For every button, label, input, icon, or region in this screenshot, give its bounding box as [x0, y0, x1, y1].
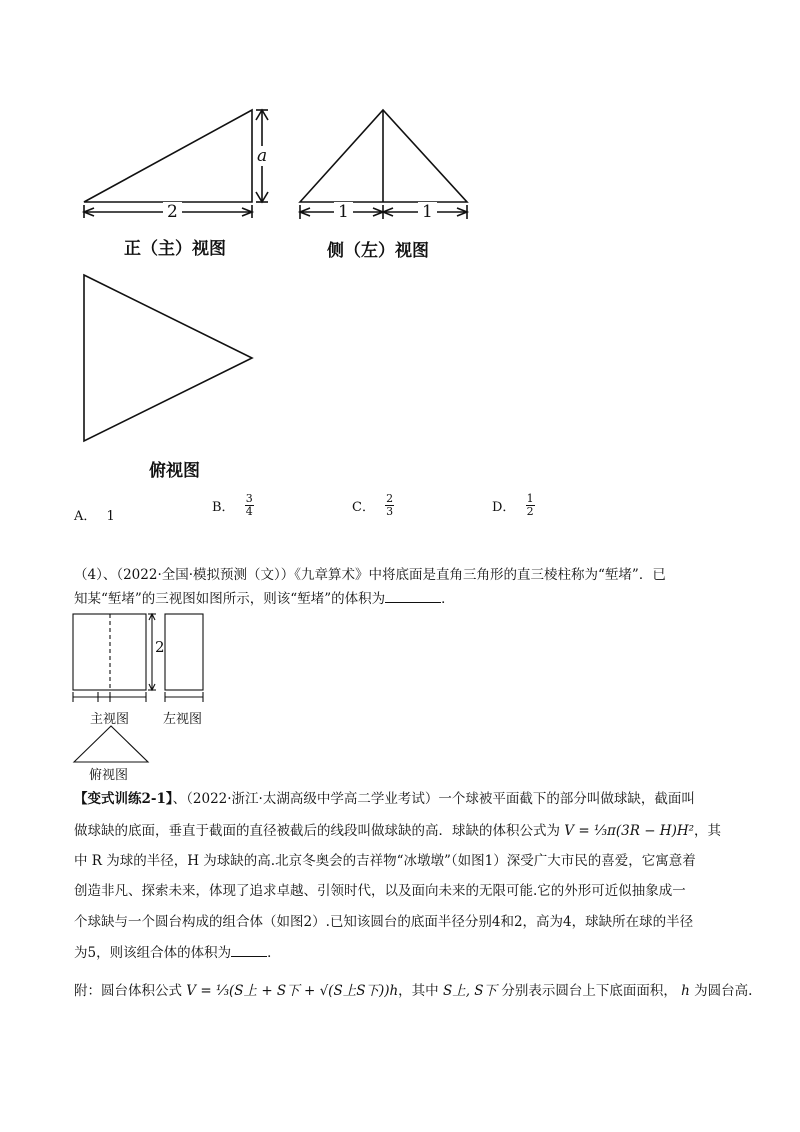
variant-line-5: 个球缺与一个圆台构成的组合体（如图2）.已知该圆台的底面半径分别4和2，高为4，球缺所在球的半径 [74, 914, 694, 930]
choice-a-value: 1 [106, 509, 115, 524]
dim-1-left-label: 1 [334, 202, 353, 222]
sphere-cap-volume-formula: V = ⅓π(3R − H)H² [564, 823, 695, 839]
dim-2-label: 2 [163, 202, 182, 222]
variant-line-4: 创造非凡、探索未来，体现了追求卓越、引领时代，以及面向未来的无限可能.它的外形可近似抽象成一 [74, 883, 686, 899]
variant-tag: 【变式训练2-1】 [74, 791, 173, 807]
top-view-caption: 俯视图 [149, 461, 200, 481]
frustum-volume-formula: V = ⅓(S上 + S下 + √(S上S下))h [186, 983, 399, 999]
choice-c-fraction: $\frac{2}{3}$ [386, 492, 394, 518]
variant-note: 附：圆台体积公式 V = ⅓(S上 + S下 + √(S上S下))h，其中 S上, S下 分别表示圆台上下底面面积， h 为圆台高. [74, 983, 753, 999]
side-view-caption: 侧（左）视图 [327, 241, 429, 261]
q4-front-view-caption: 主视图 [90, 712, 130, 727]
q4-line-2: 知某“堑堵”的三视图如图所示，则该“堑堵”的体积为 ． [74, 591, 455, 607]
variant-line-1: 【变式训练2-1】、（2022·浙江·太湖高级中学高二学业考试）一个球被平面截下的部分叫做球缺，截面叫 [74, 791, 695, 807]
choice-b-letter: B． [212, 500, 235, 515]
q4-line-1: （4）、（2022·全国·模拟预测（文））《九章算术》中将底面是直角三角形的直三棱柱称为“堑堵”．已 [74, 567, 666, 583]
front-view-caption: 正（主）视图 [124, 239, 226, 259]
variant-line-6: 为5，则该组合体的体积为 ． [74, 945, 281, 961]
choice-d-letter: D． [492, 500, 516, 515]
q4-dim-2-label: 2 [155, 638, 165, 656]
dim-1-right-label: 1 [418, 202, 437, 222]
choice-a-letter: A． [74, 509, 97, 524]
variant-line-2: 做球缺的底面，垂直于截面的直径被截后的线段叫做球缺的高．球缺的体积公式为 V = ⅓π(3R − H)H²，其 [74, 823, 722, 839]
choice-b-fraction: $\frac{3}{4}$ [245, 492, 253, 518]
q4-top-view-triangle [74, 726, 148, 762]
variant-answer-blank[interactable] [231, 945, 267, 957]
choice-d-fraction: $\frac{1}{2}$ [526, 492, 534, 518]
q4-top-view-caption: 俯视图 [89, 768, 129, 783]
q4-side-view-caption: 左视图 [163, 712, 203, 727]
choice-c-letter: C． [352, 500, 375, 515]
variant-line-3: 中 R 为球的半径，H 为球缺的高.北京冬奥会的吉祥物“冰墩墩”（如图1）深受广大市民的喜爱，它寓意着 [74, 853, 696, 869]
dim-a-label: a [257, 146, 268, 166]
